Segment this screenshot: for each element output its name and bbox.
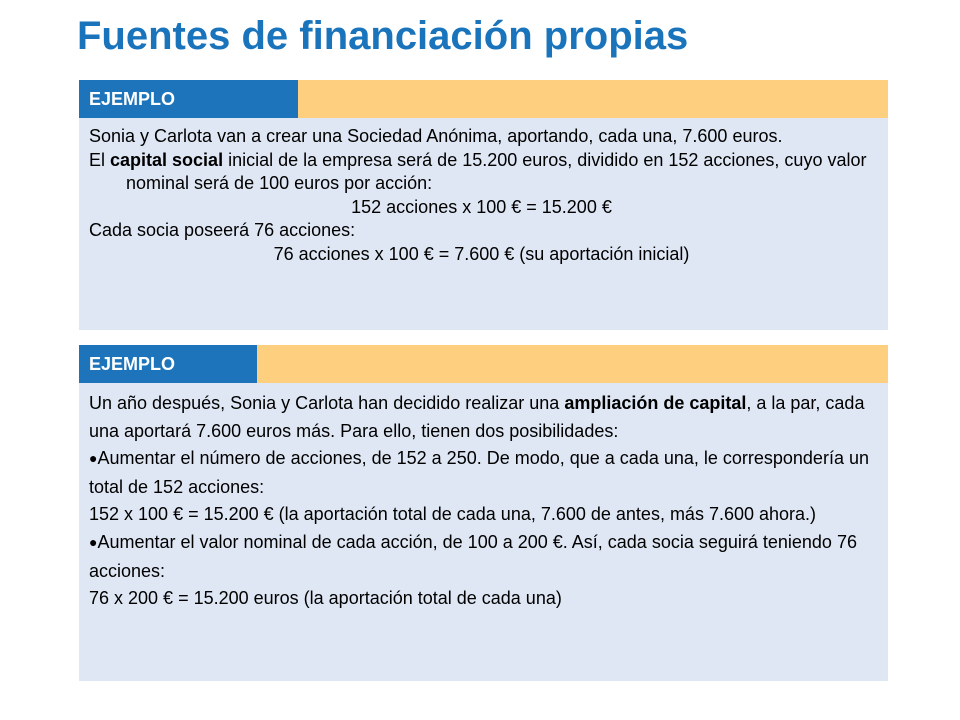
example2-para1-pre: Un año después, Sonia y Carlota han decidido realizar una [89,393,565,413]
example2-para1 [89,390,874,445]
example2-option2-text: Aumentar el valor nominal de cada acción, de 100 a 200 €. Así, cada socia seguirá teniendo 76 acciones: [89,531,857,581]
example1-line1: Sonia y Carlota van a crear una Sociedad Anónima, aportando, cada una, 7.600 euros. [89,126,783,146]
example-box-2 [79,345,888,681]
example-tab-1: EJEMPLO [79,80,298,118]
example-tab-2: EJEMPLO [79,345,257,383]
example2-ampliacion-capital: ampliación de capital [564,393,747,413]
example1-line2-post: inicial de la empresa será de 15.200 euros, dividido en 152 acciones, cuyo valor nominal será de 100 euros por acción: [126,149,867,193]
example2-option2 [89,529,874,585]
example1-line2 [89,149,874,196]
bullet-icon: ● [89,533,98,550]
example1-line3: Cada socia poseerá 76 acciones: [89,220,356,240]
page-title: Fuentes de financiación propias [77,14,689,58]
example1-capital-social: capital social [110,149,224,170]
example2-option2-formula: 76 x 200 € = 15.200 euros (la aportación total de cada una) [89,588,562,609]
example1-line2-pre: El [89,149,111,170]
example-header-1 [79,80,888,118]
example2-option1-text: Aumentar el número de acciones, de 152 a 250. De modo, que a cada una, le correspondería un total de 152 acciones: [89,448,869,497]
example2-para1-post: , a la par, cada una aportará 7.600 euros más. Para ello, tienen dos posibilidades: [89,393,865,441]
example-body-1 [79,118,888,330]
example2-option1 [89,445,874,501]
example1-formula2: 76 acciones x 100 € = 7.600 € (su aportación inicial) [273,243,690,264]
example-box-1 [79,80,888,330]
example1-formula1: 152 acciones x 100 € = 15.200 € [351,196,612,217]
bullet-icon: ● [89,450,98,467]
example2-option1-formula: 152 x 100 € = 15.200 € (la aportación total de cada una, 7.600 de antes, más 7.600 ahora.) [89,504,817,525]
example-header-2 [79,345,888,383]
example-body-2 [79,383,888,681]
